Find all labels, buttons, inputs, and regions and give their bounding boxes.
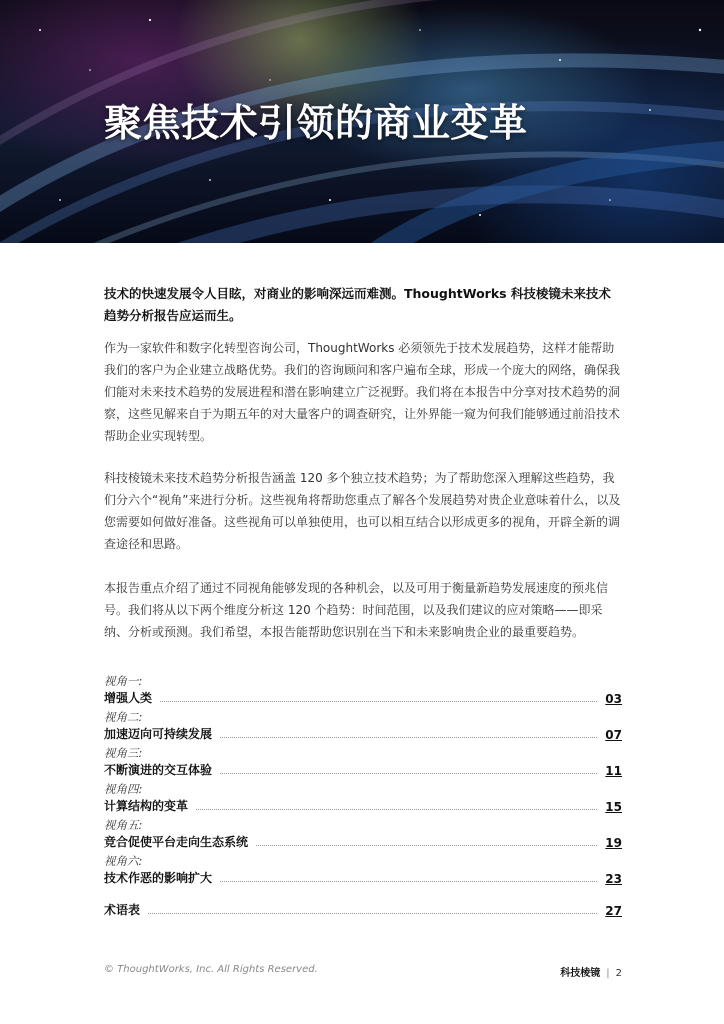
toc-item[interactable] [104, 674, 622, 710]
toc-leader-dots [148, 913, 597, 914]
toc-page-link[interactable]: 23 [605, 872, 622, 886]
footer-separator: | [606, 968, 610, 979]
toc-page-link[interactable]: 19 [605, 836, 622, 850]
toc-leader-dots [220, 773, 597, 774]
toc-page-link[interactable]: 15 [605, 800, 622, 814]
hero-banner [0, 0, 724, 243]
intro-paragraph: 科技棱镜未来技术趋势分析报告涵盖 120 多个独立技术趋势；为了帮助您深入理解这些趋势，我们分六个“视角”来进行分析。这些视角将帮助您重点了解各个发展趋势对贵企业意味着什么，以及您需要如何做好准备。这些视角可以单独使用，也可以相互结合以形成更多的视角，开辟全新的调查途径和思路。 [104, 471, 621, 551]
toc-item[interactable] [104, 818, 622, 854]
toc-item-title[interactable]: 竞合促使平台走向生态系统 [104, 835, 249, 849]
footer-brand: 科技棱镜 [560, 968, 601, 979]
toc-leader-dots [220, 737, 597, 738]
toc-item-title[interactable]: 计算结构的变革 [104, 799, 189, 813]
toc-item-label: 视角三: [104, 746, 143, 760]
toc-page-link[interactable]: 27 [605, 904, 622, 918]
toc-item-title[interactable]: 不断演进的交互体验 [104, 763, 213, 777]
toc-page-link[interactable]: 11 [605, 764, 622, 778]
toc-glossary-title[interactable]: 术语表 [104, 903, 141, 917]
table-of-contents [104, 674, 622, 918]
toc-item-title[interactable]: 技术作恶的影响扩大 [104, 871, 213, 885]
toc-item-label: 视角一: [104, 674, 143, 688]
toc-item-title[interactable]: 加速迈向可持续发展 [104, 727, 213, 741]
toc-page-link[interactable]: 03 [605, 692, 622, 706]
toc-item-label: 视角四: [104, 782, 143, 796]
toc-item-title[interactable]: 增强人类 [104, 691, 153, 705]
toc-item[interactable] [104, 782, 622, 818]
intro-paragraph: 作为一家软件和数字化转型咨询公司，ThoughtWorks 必须领先于技术发展趋势，这样才能帮助我们的客户为企业建立战略优势。我们的咨询顾问和客户遍布全球，形成一个庞大的网络，确保我们能对未来技术趋势的发展进程和潜在影响建立广泛视野。我们将在本报告中分享对技术趋势的洞察，这些见解来自于为期五年的对大量客户的调查研究，让外界能一窥为何我们能够通过前沿技术帮助企业实现转型。 [104, 341, 621, 443]
toc-item[interactable] [104, 710, 622, 746]
toc-item[interactable] [104, 746, 622, 782]
toc-page-link[interactable]: 07 [605, 728, 622, 742]
toc-leader-dots [196, 809, 597, 810]
intro-lead: 技术的快速发展令人目眩，对商业的影响深远而难测。ThoughtWorks 科技棱镜未来技术趋势分析报告应运而生。 [104, 286, 611, 323]
toc-leader-dots [256, 845, 597, 846]
page-number: 2 [615, 968, 622, 979]
page-footer [104, 964, 622, 980]
intro-paragraph: 本报告重点介绍了通过不同视角能够发现的各种机会，以及可用于衡量新趋势发展速度的预兆信号。我们将从以下两个维度分析这 120 个趋势：时间范围，以及我们建议的应对策略——即采纳、分析或预测。我们希望，本报告能帮助您识别在当下和未来影响贵企业的最重要趋势。 [104, 581, 609, 639]
footer-brand-page [560, 964, 622, 979]
toc-leader-dots [160, 701, 597, 702]
toc-item-label: 视角二: [104, 710, 143, 724]
copyright-notice: © ThoughtWorks, Inc. All Rights Reserved. [104, 964, 318, 975]
page-title: 聚焦技术引领的商业变革 [104, 101, 528, 145]
toc-leader-dots [220, 881, 597, 882]
toc-item-label: 视角五: [104, 818, 143, 832]
intro-section [104, 283, 622, 665]
toc-item[interactable] [104, 854, 622, 890]
toc-item-label: 视角六: [104, 854, 143, 868]
toc-glossary[interactable] [104, 900, 622, 918]
